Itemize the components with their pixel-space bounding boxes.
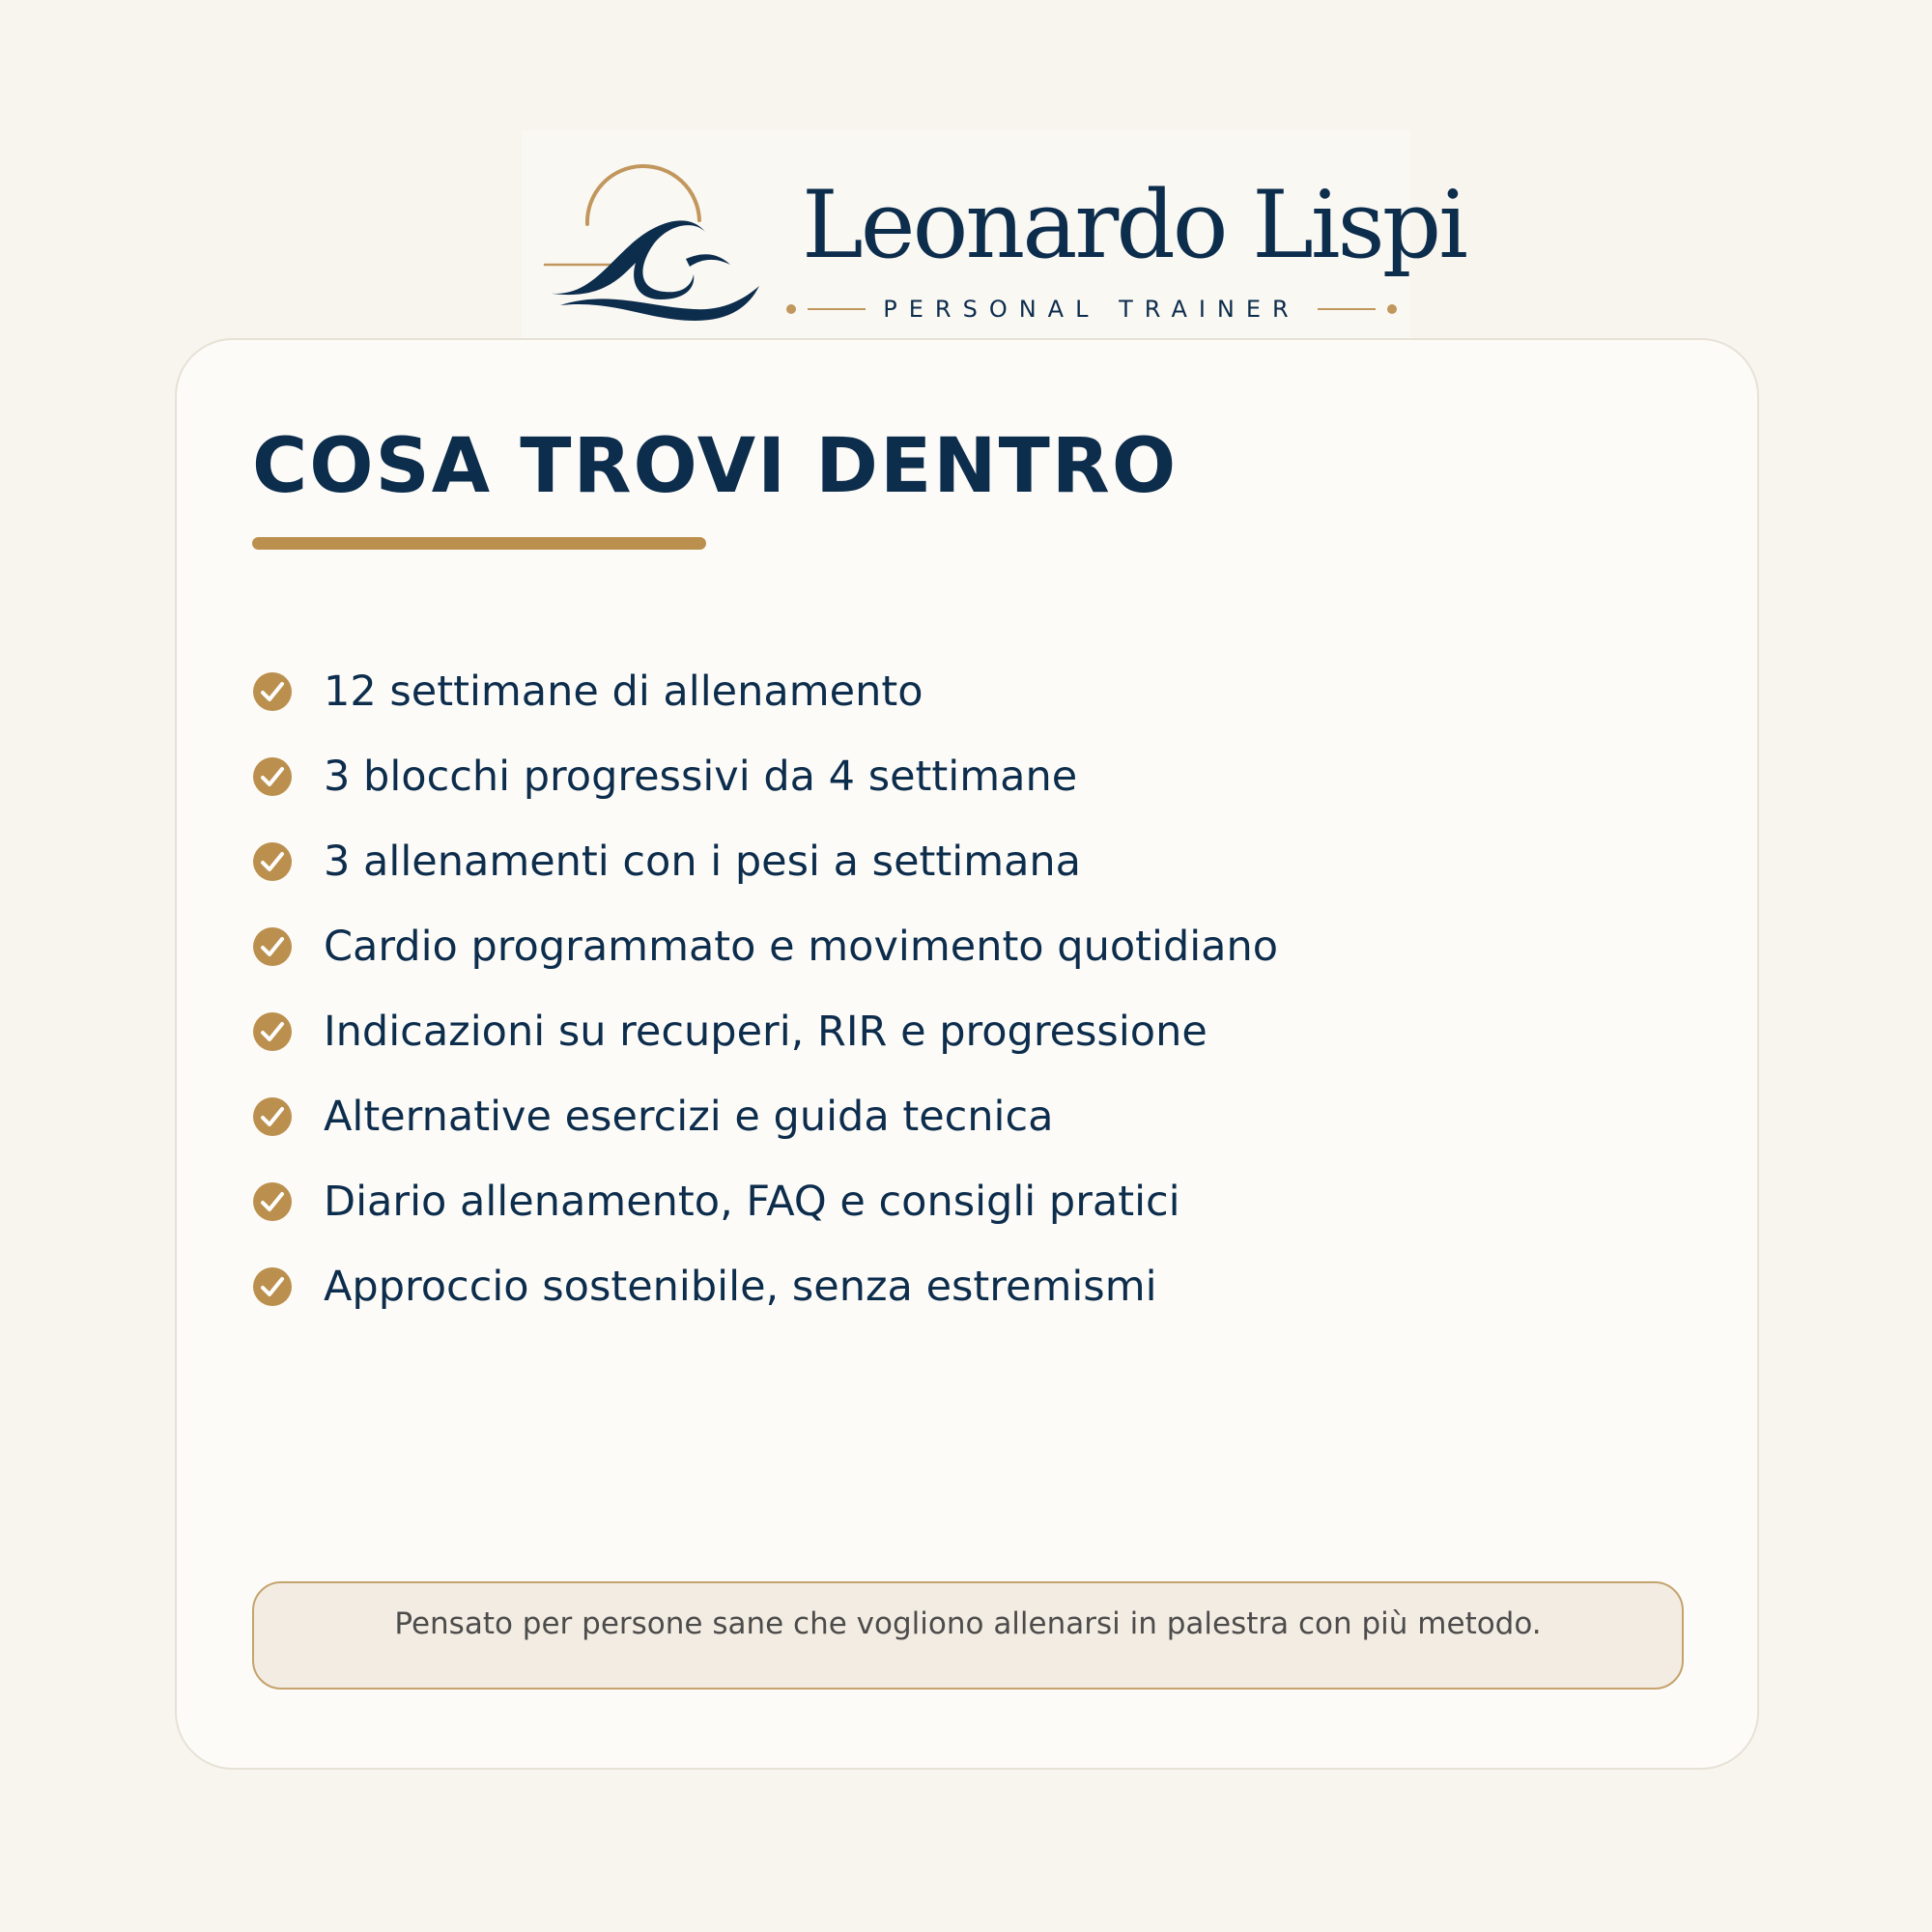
feature-item <box>252 904 1278 989</box>
tagline-rule-right <box>1318 308 1376 310</box>
card-title: COSA TROVI DENTRO <box>252 423 1179 510</box>
feature-text: Indicazioni su recuperi, RIR e progressione <box>324 1008 1208 1056</box>
feature-item <box>252 649 1278 734</box>
feature-text: 3 allenamenti con i pesi a settimana <box>324 838 1082 886</box>
feature-text: 3 blocchi progressivi da 4 settimane <box>324 753 1078 801</box>
check-circle-icon <box>252 1011 293 1052</box>
tagline-dot-right <box>1387 304 1397 314</box>
feature-text: Diario allenamento, FAQ e consigli pratici <box>324 1178 1180 1226</box>
feature-text: Alternative esercizi e guida tecnica <box>324 1093 1054 1141</box>
check-circle-icon <box>252 1181 293 1222</box>
feature-item <box>252 819 1278 904</box>
audience-note-text: Pensato per persone sane che vogliono allenarsi in palestra con più metodo. <box>394 1606 1542 1641</box>
feature-item <box>252 1159 1278 1244</box>
brand-name: Leonardo Lispi <box>802 171 1465 279</box>
feature-item <box>252 1244 1278 1329</box>
feature-text: Cardio programmato e movimento quotidiano <box>324 923 1279 971</box>
tagline-dot-left <box>786 304 796 314</box>
feature-item <box>252 1074 1278 1159</box>
brand-tagline: PERSONAL TRAINER <box>883 296 1300 323</box>
brand-logo <box>522 130 1465 338</box>
title-underline <box>252 537 706 550</box>
feature-list <box>252 649 1278 1329</box>
check-circle-icon <box>252 1266 293 1307</box>
content-card <box>175 338 1759 1770</box>
brand-tagline-row <box>802 293 1381 326</box>
feature-item <box>252 734 1278 819</box>
tagline-rule-left <box>808 308 866 310</box>
feature-text: Approccio sostenibile, senza estremismi <box>324 1263 1157 1311</box>
feature-item <box>252 989 1278 1074</box>
check-circle-icon <box>252 1096 293 1137</box>
wave-sun-logo-icon <box>541 145 782 338</box>
check-circle-icon <box>252 671 293 712</box>
check-circle-icon <box>252 756 293 797</box>
check-circle-icon <box>252 841 293 882</box>
check-circle-icon <box>252 926 293 967</box>
audience-note <box>252 1581 1684 1690</box>
feature-text: 12 settimane di allenamento <box>324 668 923 716</box>
